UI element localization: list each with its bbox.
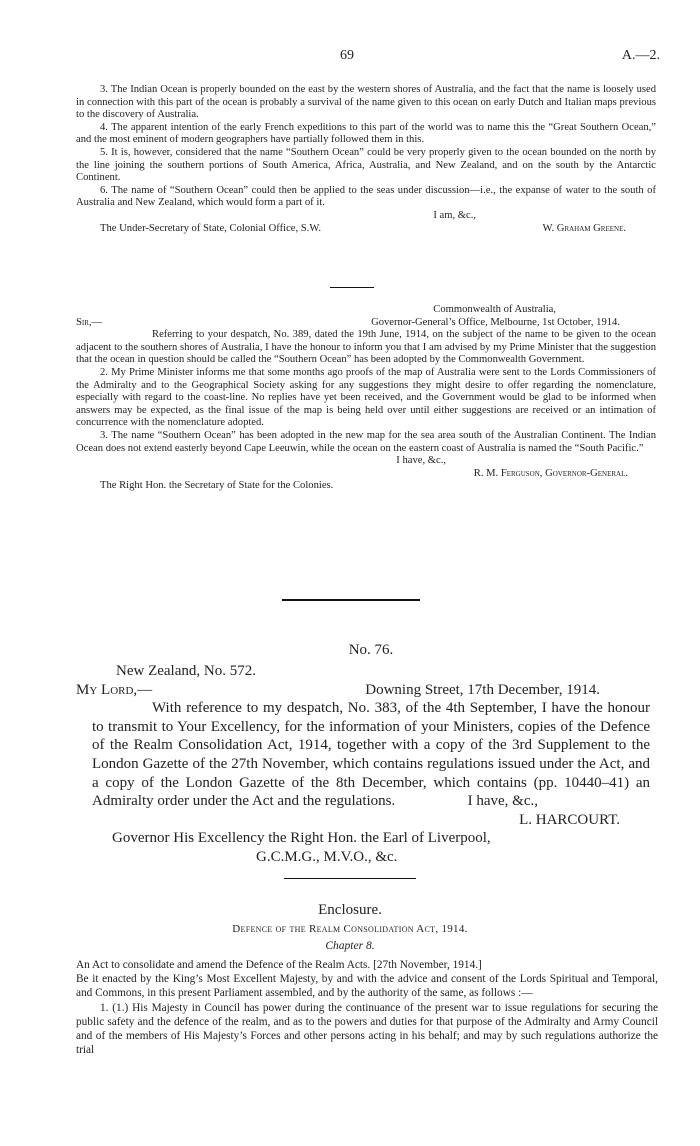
letter-2-para-3: 3. The name “Southern Ocean” has been adopted in the new map for the sea area south of the Australian Continent. The Indian Ocean does not extend easterly beyond Cape Leeuwin, while the ocean on the eastern coast of Australia is named the “South Pacific.” xyxy=(76,429,656,454)
letter-1-body xyxy=(76,84,656,235)
letter-2-signature: R. M. Ferguson, Governor-General. xyxy=(473,467,628,479)
enclosure-title: Enclosure. xyxy=(318,902,382,918)
section-divider xyxy=(330,287,374,288)
enclosure-divider xyxy=(284,878,416,879)
letter-1-para-4: 4. The apparent intention of the early French expeditions to this part of the world was to name this the “Great Southern Ocean,” and the most eminent of modern geographers have partially followed them in this. xyxy=(76,121,656,146)
letter-1-signature: W. Graham Greene. xyxy=(542,222,626,234)
no-76-addressee-line-1: Governor His Excellency the Right Hon. the Earl of Liverpool, xyxy=(112,830,491,847)
act-title: An Act to consolidate and amend the Defence of the Realm Acts. [27th November, 1914.] xyxy=(76,959,482,971)
no-76-letter xyxy=(76,662,650,867)
page-number: 69 xyxy=(340,48,354,63)
letter-2-from-line-1: Commonwealth of Australia, xyxy=(433,304,556,315)
no-76-heading xyxy=(92,641,650,660)
no-76-body: With reference to my despatch, No. 383, of the 4th September, I have the honour to transmit to Your Excellency, for the information of your Ministers, copies of the Defence of the Realm Consolidation Act, 1914, together with a copy of the 3rd Supplement to the London Gazette of the 27th November, which contains regulations issued under the Act, and a copy of the London Gazette of the 8th December, which contains (pp. 10440–41) an Admiralty order under the Act and the regulations. xyxy=(92,700,650,810)
act-enacting-clause: Be it enacted by the King’s Most Excellent Majesty, by and with the advice and consent of the Lords Spiritual and Temporal, and Commons, in this present Parliament assembled, and by the authority of the same, as follows :— xyxy=(76,973,658,1000)
letter-1-para-3: 3. The Indian Ocean is properly bounded on the east by the western shores of Australia, and the fact that the name is loosely used in connection with this part of the ocean is probably a survival of the name given to this ocean on early Dutch and Italian maps previous to the discovery of Australia. xyxy=(76,84,656,121)
section-divider-thick xyxy=(282,599,420,601)
no-76-salutation: My Lord,— xyxy=(76,681,153,698)
despatch-reference: New Zealand, No. 572. xyxy=(116,663,256,679)
letter-1-closing: I am, &c., xyxy=(433,209,476,221)
enclosure-subtitle: Defence of the Realm Consolidation Act, 1914. xyxy=(232,923,468,935)
no-76-place-date: Downing Street, 17th December, 1914. xyxy=(365,681,600,698)
document-reference: A.—2. xyxy=(621,48,660,63)
letter-1-addressee: The Under-Secretary of State, Colonial Office, S.W. xyxy=(100,222,322,234)
act-text xyxy=(76,958,658,1057)
letter-2-from-line-2: Governor-General’s Office, Melbourne, 1st October, 1914. xyxy=(371,316,620,328)
no-76-addressee-line-2: G.C.M.G., M.V.O., &c. xyxy=(256,848,398,865)
letter-1-para-5: 5. It is, however, considered that the name “Southern Ocean” could be very properly given to the ocean bounded on the north by the line joining the southern portions of South America, Africa, Australia, and New Zealand, and on the south by the Antarctic Continent. xyxy=(76,146,656,184)
letter-2-salutation: Sir,— xyxy=(76,316,103,328)
letter-2-closing: I have, &c., xyxy=(396,455,446,467)
letter-1-para-6: 6. The name of “Southern Ocean” could then be applied to the seas under discussion—i.e., the expanse of water to the south of Australia and New Zealand, which would form a part of it. xyxy=(76,184,656,209)
no-76-closing: I have, &c., xyxy=(467,793,538,810)
despatch-number-heading: No. 76. xyxy=(348,642,394,658)
enclosure-chapter: Chapter 8. xyxy=(325,940,375,952)
letter-2-para-1: Referring to your despatch, No. 389, dated the 19th June, 1914, on the subject of the name to be given to the ocean adjacent to the southern shores of Australia, I have the honour to inform you that I am advised by my Prime Minister that the suggestion that the ocean in question should be called the “Southern Ocean” has been adopted by the Commonwealth Government. xyxy=(76,329,656,366)
letter-2-body xyxy=(76,304,656,493)
no-76-signature: L. HARCOURT. xyxy=(519,811,620,828)
letter-2-para-2: 2. My Prime Minister informs me that some months ago proofs of the map of Australia were sent to the Lords Commissioners of the Admiralty and to the Geographical Society asking for any suggestions they might desire to offer regarding the nomenclature, especially with regard to the coast-line. No replies have yet been received, and the Government would be glad to be informed when answers may be expected, as the final issue of the map is being held over until either suggestions are received or an intimation of concurrence with the nomenclature adopted. xyxy=(76,366,656,429)
letter-2-addressee: The Right Hon. the Secretary of State for the Colonies. xyxy=(100,480,334,492)
act-section-1: 1. (1.) His Majesty in Council has power during the continuance of the present war to issue regulations for securing the public safety and the defence of the realm, and as to the powers and duties for that purpose of the Admiralty and Army Council and of the members of His Majesty’s Forces and other persons acting in his behalf; and may by such regulations authorize the trial xyxy=(76,1001,658,1057)
